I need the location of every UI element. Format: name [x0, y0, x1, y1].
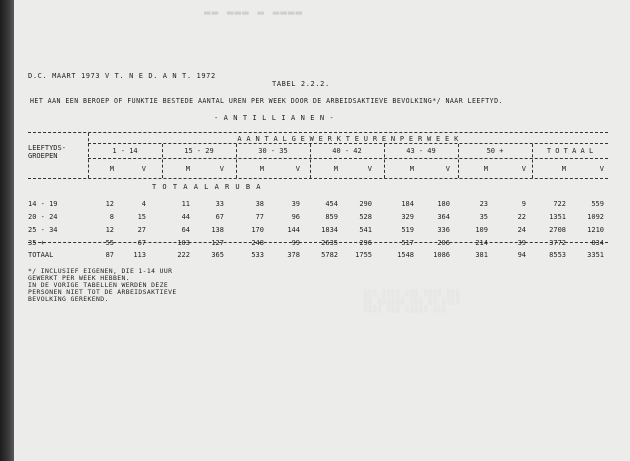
table-row-cell: 2708 [549, 226, 566, 234]
table-row-cell: 1834 [321, 226, 338, 234]
total-row-cell: 222 [177, 251, 190, 259]
sex-label: V [141, 165, 146, 173]
table-row-cell: 103 [177, 239, 190, 247]
table-title: HET AAN EEN BEROEP OF FUNKTIE BESTEDE AANTAL UREN PER WEEK DOOR DE ARBEIDSAKTIEVE BEVOLKING*/ NAAR LEEFTYD. [30, 97, 503, 105]
total-row-cell: 87 [105, 251, 114, 259]
sex-label: M [561, 165, 566, 173]
rule-hour-groups [88, 158, 608, 159]
table-row-cell: 39 [291, 200, 300, 208]
bleed-through-decoration: ▬▬ ▬▬▬ ▬ ▬▬▬▬ [204, 6, 304, 19]
table-row-cell: 96 [291, 213, 300, 221]
table-row-cell: 170 [251, 226, 264, 234]
table-row-label: 25 - 34 [28, 226, 58, 234]
table-row-cell: 290 [359, 200, 372, 208]
table-row-cell: 336 [437, 226, 450, 234]
sex-label: M [409, 165, 414, 173]
table-row-cell: 4 [141, 200, 146, 208]
table-row-cell: 519 [401, 226, 414, 234]
footnote-line-1: */ INCLUSIEF EIGENEN, DIE 1-14 UUR [28, 267, 173, 275]
table-row-cell: 722 [553, 200, 566, 208]
total-row-cell: 8553 [549, 251, 566, 259]
table-row-cell: 35 [479, 213, 488, 221]
table-row-cell: 15 [137, 213, 146, 221]
table-row-cell: 12 [105, 200, 114, 208]
table-row-cell: 55 [105, 239, 114, 247]
table-row-cell: 1210 [587, 226, 604, 234]
table-row-cell: 1351 [549, 213, 566, 221]
sex-label: M [259, 165, 264, 173]
sex-label: V [445, 165, 450, 173]
table-row-cell: 23 [479, 200, 488, 208]
total-row-cell: 5782 [321, 251, 338, 259]
total-row-cell: 3351 [587, 251, 604, 259]
total-row-cell: 1086 [433, 251, 450, 259]
table-row-cell: 559 [591, 200, 604, 208]
table-row-cell: 33 [215, 200, 224, 208]
table-row-cell: 454 [325, 200, 338, 208]
table-row-cell: 138 [211, 226, 224, 234]
sex-label: V [219, 165, 224, 173]
table-row-cell: 38 [255, 200, 264, 208]
table-row-cell: 296 [359, 239, 372, 247]
hour-group-1: 1 - 14 [112, 147, 138, 155]
table-row-cell: 64 [181, 226, 190, 234]
hour-group-total: T O T A A L [546, 147, 594, 155]
sex-label: V [367, 165, 372, 173]
total-row-cell: 365 [211, 251, 224, 259]
table-row-cell: 248 [251, 239, 264, 247]
sex-label: M [483, 165, 488, 173]
sex-label: M [333, 165, 338, 173]
rule-spanner [88, 143, 608, 144]
table-row-cell: 44 [181, 213, 190, 221]
total-row-label: TOTAAL [28, 251, 54, 259]
total-row-cell: 1755 [355, 251, 372, 259]
table-row-cell: 329 [401, 213, 414, 221]
rule-top [28, 132, 608, 133]
document-page [14, 0, 630, 461]
table-row-cell: 144 [287, 226, 300, 234]
hour-group-3: 30 - 35 [258, 147, 288, 155]
hour-group-6: 50 + [486, 147, 504, 155]
header-left: D.C. MAART 1973 V T. N E D. A N T. 1972 [28, 72, 216, 80]
table-row-cell: 364 [437, 213, 450, 221]
table-row-label: 20 - 24 [28, 213, 58, 221]
table-row-label: 14 - 19 [28, 200, 58, 208]
table-row-cell: 206 [437, 239, 450, 247]
hour-group-5: 43 - 49 [406, 147, 436, 155]
sex-label: M [109, 165, 114, 173]
table-row-cell: 3772 [549, 239, 566, 247]
hour-group-2: 15 - 29 [184, 147, 214, 155]
section-title: T O T A A L A R U B A [152, 183, 262, 191]
stub-label-2: GROEPEN [28, 152, 58, 160]
table-row-cell: 109 [475, 226, 488, 234]
footnote-line-4: PERSONEN NIET TOT DE ARBEIDSAKTIEVE [28, 288, 177, 296]
table-row-cell: 517 [401, 239, 414, 247]
table-row-cell: 1092 [587, 213, 604, 221]
table-number: TABEL 2.2.2. [272, 80, 330, 88]
sex-label: V [599, 165, 604, 173]
table-row-cell: 27 [137, 226, 146, 234]
table-row-cell: 180 [437, 200, 450, 208]
table-row-cell: 8 [109, 213, 114, 221]
table-row-cell: 214 [475, 239, 488, 247]
book-binding [0, 0, 14, 461]
table-row-cell: 67 [215, 213, 224, 221]
table-row-cell: 24 [517, 226, 526, 234]
table-row-cell: 11 [181, 200, 190, 208]
total-row-cell: 113 [133, 251, 146, 259]
total-row-cell: 94 [517, 251, 526, 259]
sex-label: V [521, 165, 526, 173]
table-row-cell: 528 [359, 213, 372, 221]
bleed-through-text: ░░░ ░░░░ ░░░ ░░░░ ░░░ ░░ ░░░░░░ ░░░ ░░ ░░░░ ░░░░ ░░░ ░░░░░ ░░░ [364, 290, 461, 313]
rule-header-bottom [28, 178, 608, 179]
table-row-cell: 67 [137, 239, 146, 247]
table-row-cell: 541 [359, 226, 372, 234]
footnote-line-2: GEWERKT PER WEEK HEBBEN. [28, 274, 130, 282]
table-row-cell: 127 [211, 239, 224, 247]
hour-group-4: 40 - 42 [332, 147, 362, 155]
table-row-cell: 2635 [321, 239, 338, 247]
total-row-cell: 378 [287, 251, 300, 259]
total-row-cell: 533 [251, 251, 264, 259]
table-row-cell: 834 [591, 239, 604, 247]
spanner-heading: A A N T A L G E W E R K T E U R E N P E R W E E K [237, 135, 459, 143]
table-row-label: 35 + [28, 239, 45, 247]
total-row-cell: 381 [475, 251, 488, 259]
total-row-cell: 1548 [397, 251, 414, 259]
sex-label: M [185, 165, 190, 173]
sex-label: V [295, 165, 300, 173]
table-row-cell: 77 [255, 213, 264, 221]
table-subtitle: - A N T I L L I A N E N - [214, 114, 335, 122]
table-row-cell: 184 [401, 200, 414, 208]
table-row-cell: 22 [517, 213, 526, 221]
table-row-cell: 859 [325, 213, 338, 221]
table-row-cell: 12 [105, 226, 114, 234]
stub-label-1: LEEFTYDS- [28, 144, 66, 152]
table-row-cell: 39 [517, 239, 526, 247]
footnote-line-3: IN DE VORIGE TABELLEN WERDEN DEZE [28, 281, 169, 289]
table-row-cell: 9 [521, 200, 526, 208]
footnote-line-5: BEVOLKING GEREKEND. [28, 295, 109, 303]
table-row-cell: 99 [291, 239, 300, 247]
